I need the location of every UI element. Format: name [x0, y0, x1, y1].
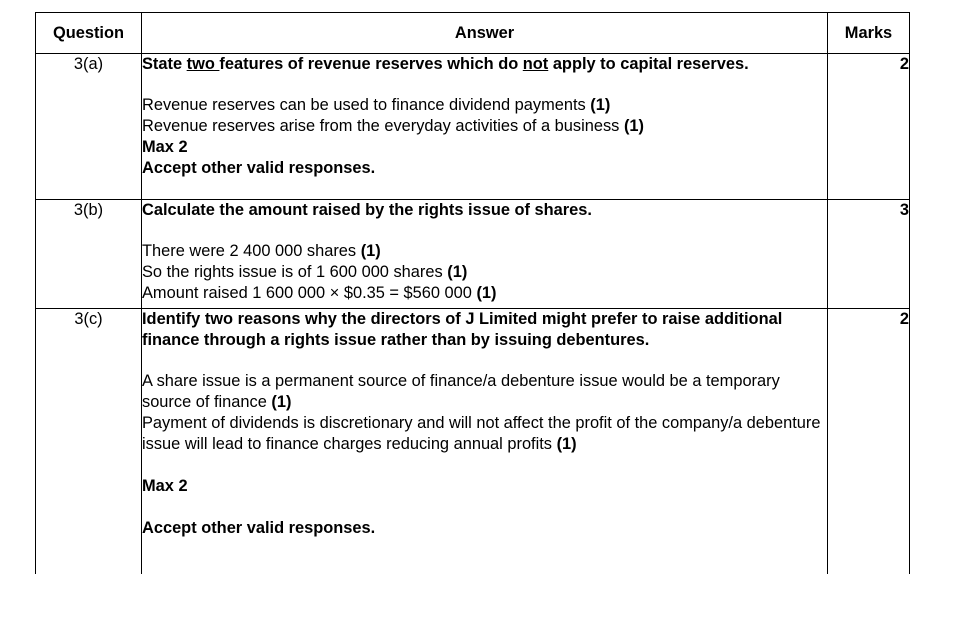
mark-tag: (1)	[590, 96, 611, 114]
mark-tag: (1)	[476, 284, 497, 302]
table-row	[36, 54, 910, 200]
answer-cell	[142, 200, 828, 309]
question-number: 3(c)	[36, 309, 142, 575]
mark-tag: (1)	[556, 435, 577, 453]
mark-scheme-table	[35, 12, 910, 574]
question-number: 3(a)	[36, 54, 142, 200]
mark-tag: (1)	[360, 242, 381, 260]
marks-value: 2	[828, 309, 910, 575]
question-text: Identify two reasons why the directors of J Limited might prefer to raise additional finance through a rights issue rather than by issuing debentures.	[142, 310, 783, 349]
table-row	[36, 200, 910, 309]
emphasis-two: two	[186, 55, 220, 73]
answer-cell	[142, 54, 828, 200]
header-answer: Answer	[142, 13, 828, 54]
emphasis-not: not	[522, 55, 549, 73]
max-note: Max 2	[142, 138, 188, 156]
question-text: State two features of revenue reserves which do not apply to capital reserves.	[142, 55, 749, 73]
answer-line: So the rights issue is of 1 600 000 shares (1)	[142, 263, 468, 281]
answer-line: Payment of dividends is discretionary and will not affect the profit of the company/a debenture issue will lead to finance charges reducing annual profits (1)	[142, 414, 821, 453]
header-row	[36, 13, 910, 54]
mark-tag: (1)	[447, 263, 468, 281]
marks-value: 2	[828, 54, 910, 200]
marks-value: 3	[828, 200, 910, 309]
answer-line: Revenue reserves arise from the everyday activities of a business (1)	[142, 117, 644, 135]
header-question: Question	[36, 13, 142, 54]
max-note: Max 2	[142, 477, 188, 495]
mark-tag: (1)	[623, 117, 644, 135]
question-text: Calculate the amount raised by the rights issue of shares.	[142, 201, 592, 219]
accept-note: Accept other valid responses.	[142, 519, 376, 537]
mark-tag: (1)	[271, 393, 292, 411]
answer-line: There were 2 400 000 shares (1)	[142, 242, 381, 260]
header-marks: Marks	[828, 13, 910, 54]
question-number: 3(b)	[36, 200, 142, 309]
accept-note: Accept other valid responses.	[142, 159, 376, 177]
answer-line: A share issue is a permanent source of finance/a debenture issue would be a temporary source of finance (1)	[142, 372, 780, 411]
table-row	[36, 309, 910, 575]
answer-line: Revenue reserves can be used to finance dividend payments (1)	[142, 96, 611, 114]
answer-cell	[142, 309, 828, 575]
answer-line: Amount raised 1 600 000 × $0.35 = $560 000 (1)	[142, 284, 497, 302]
